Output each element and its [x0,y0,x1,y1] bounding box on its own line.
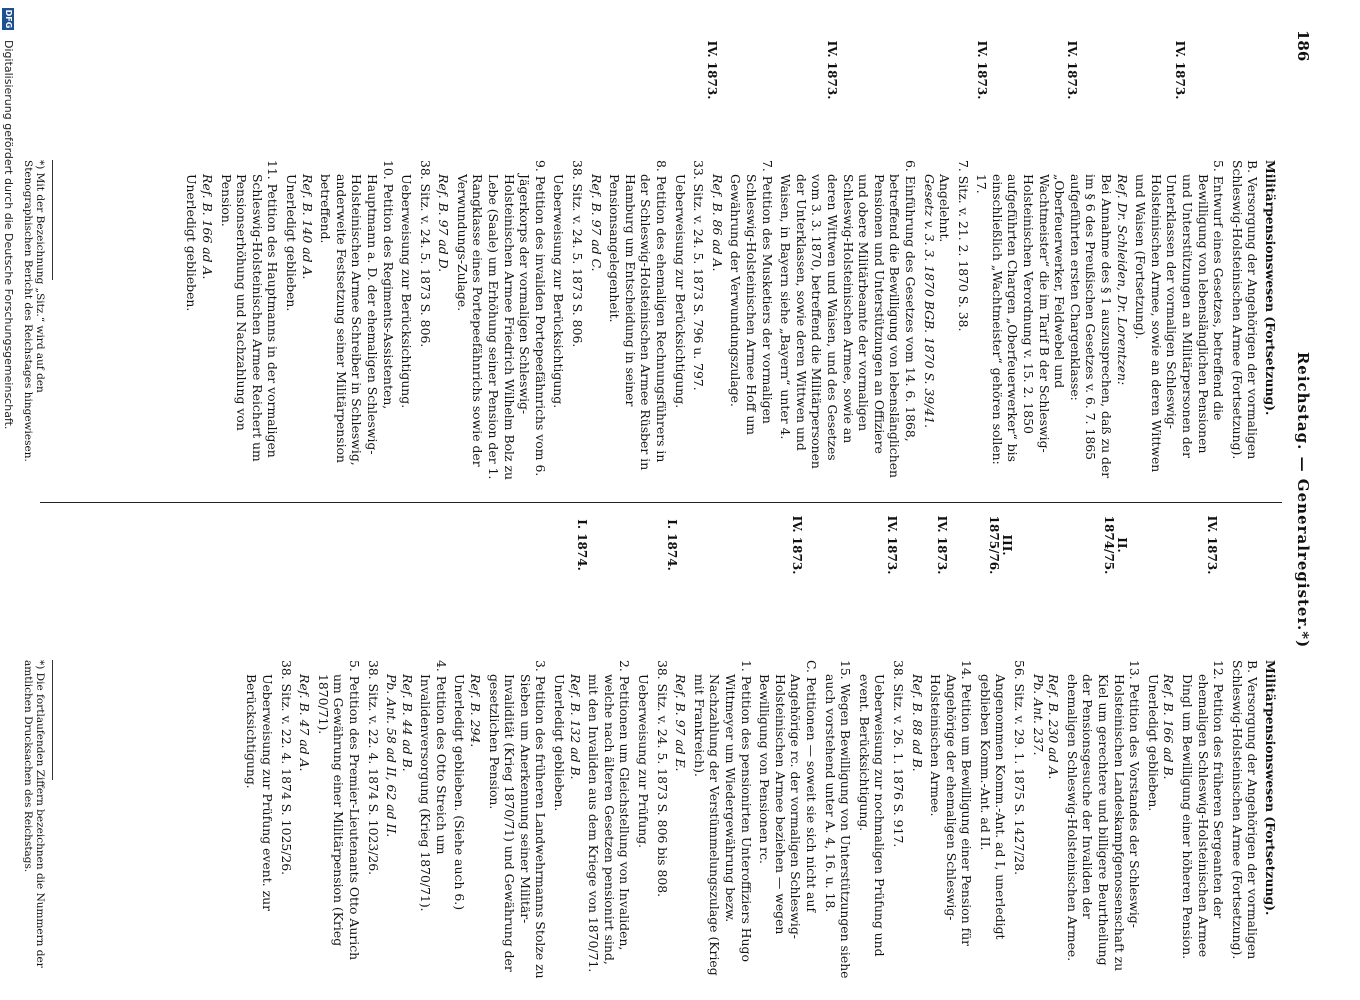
register-entry: 5. Petition des Premier-Lieutenants Otto Aurich um Gewährung einer Militärpension (Krieg 1870/71). [315,660,362,961]
register-entry: Ueberweisung zur nochmaligen Prüfung und event. Berücksichtigung. [856,674,888,957]
margin-note: IV. 1873. [1065,40,1079,100]
register-entry: 38. Sitz. v. 22. 4. 1874 S. 1023/26. [365,660,381,876]
margin-note: IV. 1873. [885,515,899,575]
register-entry: Unerledigt geblieben. (Siehe auch 6.) [452,674,468,911]
margin-note: IV. 1873. [825,40,839,100]
page-header [1288,30,1312,970]
register-entry: Ref. B. 166 ad A. [200,174,215,280]
register-entry: Ueberweisung zur Prüfung event. zur Berücksichtigung. [244,674,275,912]
register-entry: 11. Petition des Hauptmanns in der vormaligen Schleswig-Holsteinischen Armee Reichert um Pensionserhöhung und Nachzahlung von Pension. [218,160,281,462]
register-entry: Ref. B. 97 ad D. [436,174,452,273]
register-entry: 2. Petitionen um Gleichstellung von Invaliden, welche nach älteren Gesetzen pensionirt sind, mit den Invaliden aus dem Kriege von 1870/71. [586,660,633,973]
register-entry: Angelehnt. [937,174,953,243]
register-entry: 33. Sitz. v. 24. 5. 1873 S. 796 u. 797. [691,160,707,391]
register-entry: 5. Entwurf eines Gesetzes, betreffend die Bewilligung von lebenslänglichen Pensionen und Unterstützungen an Militärpersonen der Unterklassen der vormaligen Schleswig-Holsteinischen Armee, sowie an deren Wittwen und Waisen (Fortsetzung). [1133,160,1227,473]
register-entry: Unerledigt geblieben. [1145,674,1161,812]
register-entry: Ueberweisung zur Berücksichtigung. [551,174,567,409]
register-entry: Pb. Ant. 237. [1030,674,1046,756]
margin-note: IV. 1873. [705,40,719,100]
margin-note: IV. 1873. [790,515,804,575]
register-entry: Ref. B. 230 ad A. [1046,674,1062,780]
margin-note: IV. 1873. [935,515,949,575]
register-entry: Ref. B. 47 ad A. [297,674,313,772]
register-entry: 38. Sitz. v. 26. 1. 1876 S. 917. [890,660,906,848]
register-entry: Unerledigt geblieben. [552,674,568,812]
column-divider [40,502,1282,503]
register-entry: C. Petitionen — soweit sie sich nicht auf Angehörige rc. der vormaligen Schleswig-Holsteinischen Armee beziehen — wegen Bewilligung von Pensionen rc. [757,660,819,939]
register-entry: Pb. Ant. 58 ad II, 62 ad II. [384,674,400,838]
margin-note: IV. 1873. [975,40,989,100]
register-entry: 38. Sitz. v. 24. 5. 1873 S. 806 bis 808. [654,660,670,898]
register-entry: 12. Petition des früheren Sergeanten der ehemaligen Schleswig-Holsteinischen Armee Dingl um Bewilligung einer höheren Pension. [1180,660,1227,960]
register-entry: Ref. B. 294. [468,674,484,748]
register-entry: Ueberweisung zur Berücksichtigung. [672,174,688,409]
register-entry: 15. Wegen Bewilligung von Unterstützungen siehe auch vorstehend unter A. 4, 16. u. 18. [822,660,854,979]
register-entry: Bei Annahme des § 1 auszusprechen, daß zu der im § 6 des Preußischen Gesetzes v. 6. 7. 1865 aufgeführten ersten Chargenklasse: „Oberfeuerwerker, Feldwebel und Wachtmeister“ die im Tarif B der Schleswig-Holsteinischen Verordnung v. 15. 2. 1850 aufgeführten Chargen „Oberfeuerwerker“ bis einschließlich „Wachtmeister“ gehören sollen: 17. [974,174,1115,479]
entry-list [244,660,1226,980]
register-entry: Ueberweisung zur Berücksichtigung. [399,174,415,409]
register-entry: 38. Sitz. v. 22. 4. 1874 S. 1025/26. [278,660,294,876]
margin-note: I. 1874. [665,519,679,571]
margin-note: I. 1874. [575,519,589,571]
register-entry: Ref. B. 97 ad C. [588,174,604,272]
register-entry: 1. Petition des pensionirten Unteroffiziers Hugo Wittmeyer um Wiedergewährung bezw. Nachzahlung der Verstümmelungszulage (Krieg mit Frankreich). [691,660,754,976]
margin-note: IV. 1873. [1205,515,1219,575]
register-entry: 38. Sitz. v. 24. 5. 1873 S. 806. [570,160,586,348]
register-entry: 7. Petition des Musketiers der vormaligen Schleswig-Holsteinischen Armee Hoff um Gewährung der Verwundungszulage. [728,160,775,436]
register-entry: Angenommen Komm.-Ant. ad I, unerledigt geblieben Komm.-Ant. ad II. [977,674,1009,940]
register-entry: Unerledigt geblieben. [184,174,200,312]
footnote-rule [52,660,53,780]
register-entry: 9. Petition des invaliden Portepeefähnrichs vom 6. Jägerkorps der vormaligen Schleswig-Holsteinischen Armee Friedrich Wilhelm Bolz zu Lebe (Saale) um Erhöhung seiner Pension der 1. Rangklasse eines Portepeefähnrichs sowie der Verwundungs-Zulage. [454,160,548,480]
margin-note: IV. 1873. [1173,40,1187,100]
register-entry: Ref. B. 97 ad E. [673,674,689,772]
subsection-title: B. Versorgung der Angehörigen der vormaligen Schleswig-Holsteinischen Armee (Fortsetzung). [1229,160,1261,460]
left-column [184,160,1278,480]
register-entry: Ref. B. 140 ad A. [299,174,315,280]
page-footer [0,0,18,1000]
register-entry: 4. Petition des Otto Streich um Invalidenversorgung (Krieg 1870/71). [418,660,449,912]
section-title: Militärpensionswesen (Fortsetzung). [1263,660,1278,916]
register-entry: 7. Sitz. v. 21. 2. 1870 S. 38. [955,160,971,332]
entry-list [184,160,1226,480]
register-entry: 56. Sitz. v. 29. 1. 1875 S. 1427/28. [1012,660,1028,876]
register-entry: Ref. B. 166 ad B. [1161,674,1177,780]
register-entry: Ref. B. 132 ad B. [567,674,583,780]
dfg-logo: DFG [4,9,13,29]
register-entry: 3. Petition des früheren Landwehrmanns Stolze zu Sieben um Anerkennung seiner Militär-Invalidität (Krieg 1870/71) und Gewährung der gesetzlichen Pension. [486,660,549,979]
margin-note: III. 1875/76. [987,515,1014,575]
funding-note: Digitalisierung gefördert durch die Deutsche Forschungsgemeinschaft. [2,40,15,430]
section-title: Militärpensionswesen (Fortsetzung). [1263,160,1278,416]
register-entry: 38. Sitz. v. 24. 5. 1873 S. 806. [417,160,433,348]
register-entry: Ref. B. 44 ad B. [399,674,415,772]
page-number: 186 [1294,30,1312,62]
register-entry: 14. Petition um Bewilligung einer Pension für Angehörige der ehemaligen Schleswig-Holsteinischen Armee. [928,660,975,947]
running-title: Reichstag. — Generalregister.*) [1294,351,1312,649]
register-entry: Ueberweisung zur Prüfung. [636,674,652,849]
subsection-title: B. Versorgung der Angehörigen der vormaligen Schleswig-Holsteinischen Armee (Fortsetzung). [1229,660,1261,960]
register-entry: Ref. B. 88 ad B. [909,674,925,772]
footnote-rule [52,160,53,280]
register-entry: Ref. B. 86 ad A. [709,174,725,272]
register-entry: 8. Petition des ehemaligen Rechnungsführers in der Schleswig-Holsteinischen Armee Rüsber in Hamburg um Entscheidung in seiner Pensionsangelegenheit. [607,160,670,471]
register-entry: Unerledigt geblieben. [283,174,299,312]
footnote: *) Die fortlaufenden Ziffern bezeichnen die Nummern der amtlichen Drucksachen des Reichstags. [22,660,46,968]
register-entry: Ref. Dr. Schleiden, Dr. Lorentzen: [1114,174,1130,386]
right-column [244,660,1278,980]
register-entry: 13. Petition des Vorstandes der Schleswig-Holsteinischen Landeskampfgenossenschaft zu Kiel um gerechtere und billigere Beurtheilung der Pensionsgesuche der Invaliden der ehemaligen Schleswig-Holsteinischen Armee. [1064,660,1143,972]
register-entry: 10. Petition des Regiments-Assistenten, Hauptmann a. D. der ehemaligen Schleswig-Holsteinischen Armee Schreiber in Schleswig, anderweite Festsetzung seiner Militärpension betreffend. [318,160,396,466]
margin-note: II. 1874/75. [1102,515,1129,575]
footnote: *) Mit der Bezeichnung „Sitz.“ wird auf den Stenographischen Bericht des Reichstages hingewiesen. [22,160,46,462]
register-entry: 6. Einführung des Gesetzes vom 14. 6. 1868, betreffend die Bewilligung von lebenslänglichen Pensionen und Unterstützungen an Offiziere und obere Militärbeamte der vormaligen Schleswig-Holsteinischen Armee, sowie an deren Wittwen und Waisen, und des Gesetzes vom 3. 3. 1870, betreffend die Militärpersonen der Unterklassen, sowie deren Wittwen und Waisen, in Bayern siehe „Bayern“ unter 4. [778,160,918,479]
register-entry: Gesetz v. 3. 3. 1870 BGB. 1870 S. 39/41. [921,174,937,429]
